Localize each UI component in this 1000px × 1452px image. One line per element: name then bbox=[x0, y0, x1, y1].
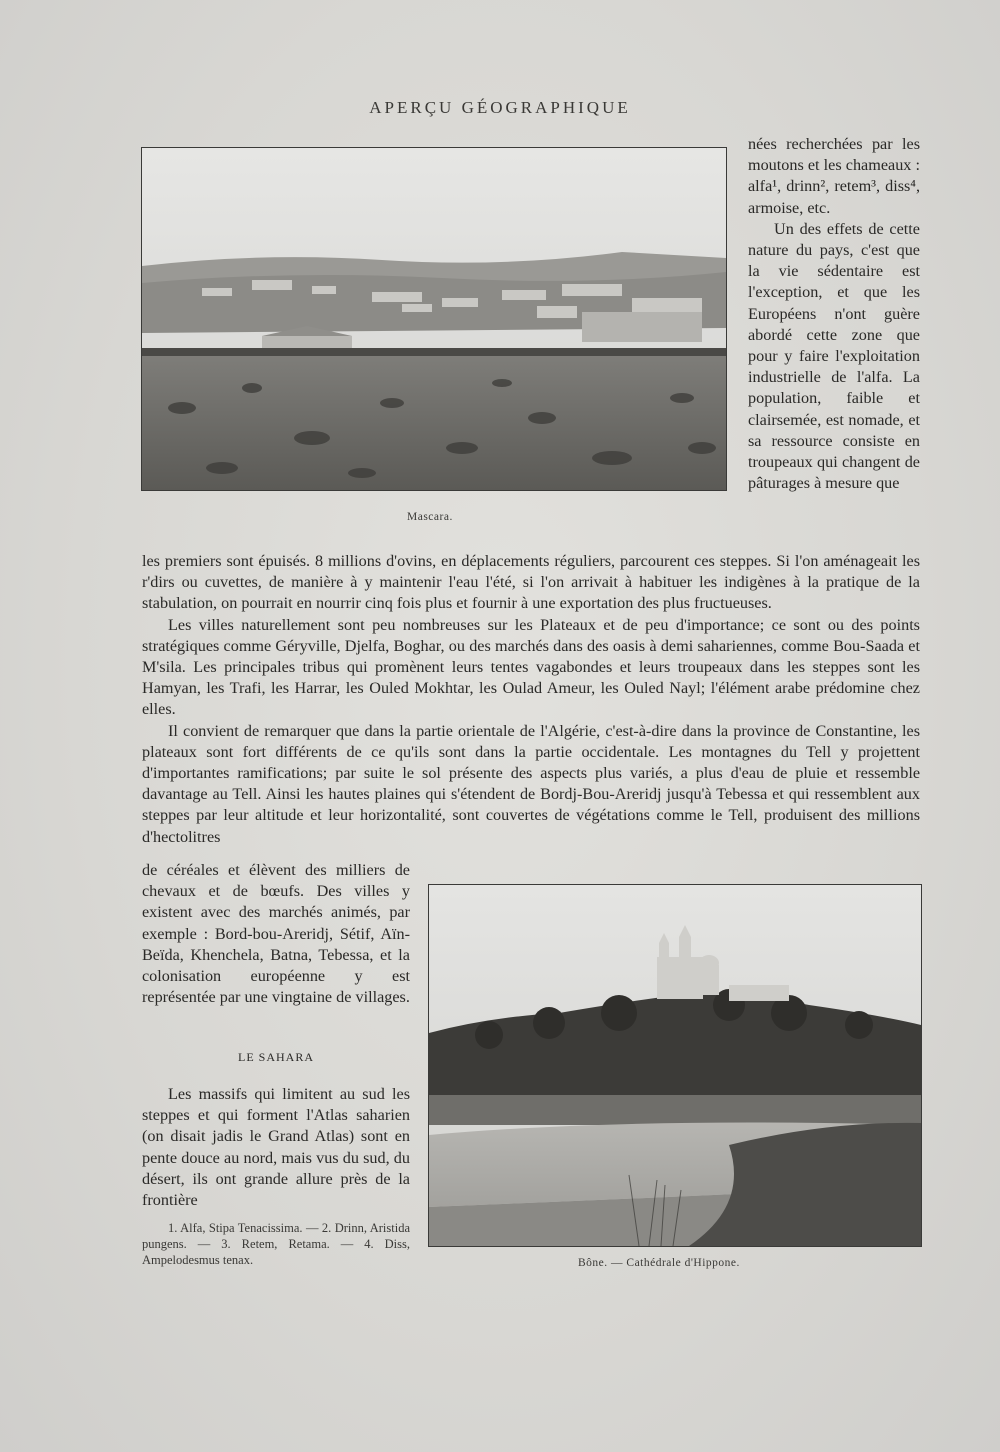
full-width-text bbox=[142, 551, 920, 848]
bone-photo bbox=[428, 884, 922, 1247]
footnotes bbox=[142, 1220, 410, 1268]
left-column-text bbox=[142, 860, 410, 1008]
right-column-paragraph-2: Un des effets de cette nature du pays, c'est que la vie sédentaire est l'exception, et que les Européens n'ont guère abordé cette zone que pour y faire l'exploitation industrielle de l'alfa. La population, faible et clairsemée, est nomade, et sa ressource consiste en troupeaux qui changent de pâturages à mesure que bbox=[748, 219, 920, 493]
bone-caption: Bône. — Cathédrale d'Hippone. bbox=[578, 1257, 740, 1269]
full-paragraph-1: les premiers sont épuisés. 8 millions d'ovins, en déplacements réguliers, parcourent ces steppes. Si l'on aménageait les r'dirs ou cuvettes, de manière à y maintenir l'eau l'été, si l'on arrivait à habituer les indigènes à la pratique de la stabulation, on pourrait en nourrir cinq fois plus et fournir à une exportation des plus fructueuses. bbox=[142, 552, 920, 613]
running-title: APERÇU GÉOGRAPHIQUE bbox=[369, 98, 631, 117]
bone-cathedral-image bbox=[429, 885, 921, 1246]
left-column-paragraph-1: de céréales et élèvent des milliers de chevaux et de bœufs. Des villes y existent avec des marchés animés, par exemple : Bord-bou-Areridj, Sétif, Aïn-Beïda, Khenchela, Batna, Tebessa, et la colonisation européenne y est représentée par une vingtaine de villages. bbox=[142, 861, 410, 1007]
mascara-caption: Mascara. bbox=[407, 511, 453, 523]
right-column-paragraph-1: nées recherchées par les moutons et les chameaux : alfa¹, drinn², retem³, diss⁴, armoise, etc. bbox=[748, 135, 920, 217]
section-heading: LE SAHARA bbox=[237, 1050, 314, 1064]
mascara-photo bbox=[141, 147, 727, 491]
left-column-paragraph-2: Les massifs qui limitent au sud les steppes et qui forment l'Atlas saharien (on disait jadis le Grand Atlas) sont en pente douce au nord, mais vus du sud, du désert, ils ont grande allure près de la frontière bbox=[142, 1085, 410, 1210]
footnote-text: 1. Alfa, Stipa Tenacissima. — 2. Drinn, Aristida pungens. — 3. Retem, Retama. — 4. Diss, Ampelodesmus tenax. bbox=[142, 1221, 410, 1267]
left-column-text-2 bbox=[142, 1084, 410, 1211]
full-paragraph-3: Il convient de remarquer que dans la partie orientale de l'Algérie, c'est-à-dire dans la province de Constantine, les plateaux sont fort différents de ce qu'ils sont dans la partie occidentale. Les montagnes du Tell y projettent d'importantes ramifications; par suite le sol présente des aspects plus variés, a plus d'eau de pluie et ressemble davantage au Tell. Ainsi les hautes plaines qui s'étendent de Bordj-Bou-Areridj jusqu'à Tebessa et qui ressemblent aux steppes par leur altitude et leur horizontalité, sont couvertes de végétations comme le Tell, produisent des millions d'hectolitres bbox=[142, 721, 920, 846]
full-paragraph-2: Les villes naturellement sont peu nombreuses sur les Plateaux et de peu d'importance; ce sont ou des points stratégiques comme Géryville, Djelfa, Boghar, ou des marchés dans des oasis à demi sahariennes, comme Bou-Saada et M'sila. Les principales tribus qui promènent leurs tentes vagabondes et leurs troupeaux dans les steppes sont les Hamyan, les Trafi, les Harrar, les Ouled Mokhtar, les Oulad Ameur, les Ouled Nayl; l'élément arabe prédomine chez elles. bbox=[142, 615, 920, 719]
mascara-landscape-image bbox=[142, 148, 726, 490]
right-column-text bbox=[748, 134, 920, 494]
